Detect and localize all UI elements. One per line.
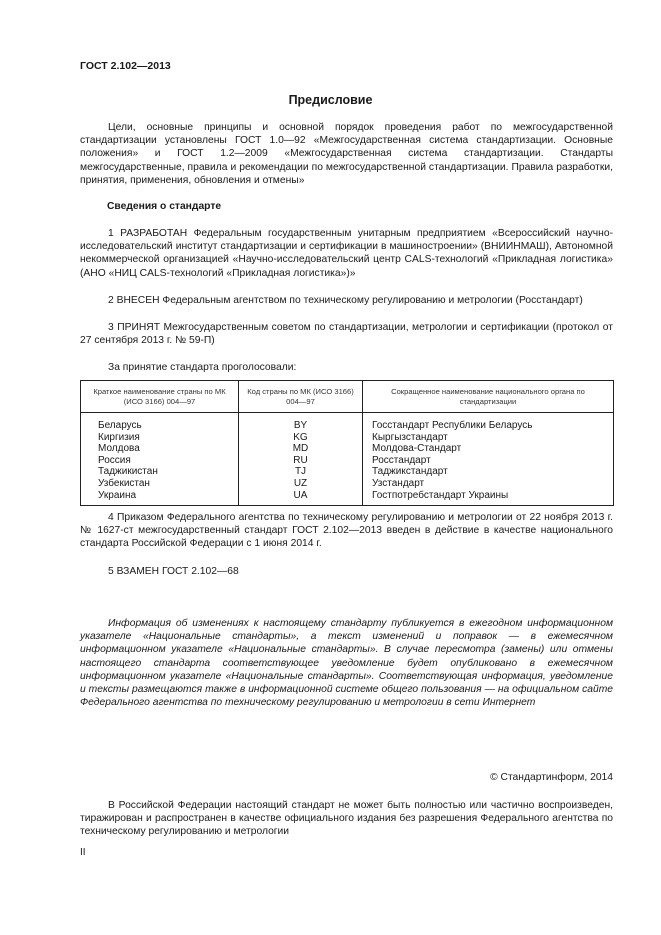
standards-body: Молдова-Стандарт — [372, 443, 462, 455]
document-id-header: ГОСТ 2.102—2013 — [80, 60, 171, 72]
header-country: Краткое наименование страны по МК (ИСО 3166) 004—97 — [81, 381, 239, 413]
country-code: KG — [293, 431, 308, 443]
page-title: Предисловие — [288, 93, 373, 107]
standards-body: Госстандарт Республики Беларусь — [372, 420, 533, 431]
country-code: UZ — [293, 477, 308, 489]
code-column — [239, 413, 363, 506]
standards-body: Таджикстандарт — [372, 466, 448, 478]
country-column — [81, 413, 239, 506]
voted-intro: За принятие стандарта проголосовали: — [108, 362, 297, 373]
item-adopted: 3 ПРИНЯТ Межгосударственным советом по стандартизации, метрологии и сертификации (протокол от 27 сентября 2013 г. № 59-П) — [80, 322, 613, 347]
standards-body: Кыргызстандарт — [372, 431, 448, 443]
preface-paragraph: Цели, основные принципы и основной порядок проведения работ по межгосударственной стандартизации установлены ГОСТ 1.0—92 «Межгосударственная система стандартизации. Основные положения» и ГОСТ 1.2—2009 «Межгосударственная система стандартизации. Стандарты межгосударственные, правила и рекомендации по межгосударственной стандартизации. Правила разработки, принятия, применения, обновления и отмены» — [80, 122, 613, 186]
item-developed: 1 РАЗРАБОТАН Федеральным государственным унитарным предприятием «Всероссийский научно-исследовательский институт стандартизации и сертификации в машиностроении» (ВНИИНМАШ), Автономной некоммерческой организацией «Научно-исследовательский центр CALS-технологий «Прикладная логистика» (АНО «НИЦ CALS-технологий «Прикладная логистика»)» — [80, 228, 613, 279]
country-code: BY — [293, 420, 308, 431]
standards-body: Гостпотребстандарт Украины — [372, 489, 509, 501]
item-introduced: 2 ВНЕСЕН Федеральным агентством по техническому регулированию и метрологии (Росстандарт) — [108, 295, 583, 306]
voting-table-body-row — [81, 413, 614, 506]
country-code: MD — [292, 443, 309, 455]
item-enacted: 4 Приказом Федерального агентства по техническому регулированию и метрологии от 22 ноября 2013 г. № 1627-ст межгосударственный стандарт ГОСТ 2.102—2013 введен в действие в качестве национального стандарта Российской Федерации с 1 июня 2014 г. — [80, 512, 613, 550]
country-name: Беларусь — [98, 420, 142, 431]
item-replaces: 5 ВЗАМЕН ГОСТ 2.102—68 — [108, 566, 239, 577]
country-name: Таджикистан — [98, 466, 158, 478]
voting-table-header-row — [81, 381, 614, 413]
country-code: TJ — [294, 466, 307, 478]
info-notice: Информация об изменениях к настоящему стандарту публикуется в ежегодном информационном указателе «Национальные стандарты», а текст изменений и поправок — в ежемесячном информационном указателе «Национальные стандарты». В случае пересмотра (замены) или отмены настоящего стандарта соответствующее уведомление будет опубликовано в ежемесячном информационном указателе «Национальные стандарты». Соответствующая информация, уведомление и тексты размещаются также в информационной системе общего пользования — на официальном сайте Федерального агентства по техническому регулированию и метрологии в сети Интернет — [80, 618, 613, 709]
country-name: Киргизия — [98, 431, 140, 443]
country-code: RU — [293, 454, 308, 466]
standards-body: Узстандарт — [372, 477, 425, 489]
country-name: Украина — [98, 489, 137, 501]
country-code: UA — [293, 489, 308, 501]
country-name: Молдова — [98, 443, 140, 455]
page-number: II — [80, 847, 86, 858]
rights-notice: В Российской Федерации настоящий стандарт не может быть полностью или частично воспроизведен, тиражирован и распространен в качестве официального издания без разрешения Федерального агентства по техническому регулированию и метрологии — [80, 800, 613, 838]
copyright: © Стандартинформ, 2014 — [490, 772, 613, 783]
body-column — [363, 413, 614, 506]
header-body: Сокращенное наименование национального органа по стандартизации — [363, 381, 614, 413]
standards-body: Росстандарт — [372, 454, 431, 466]
country-name: Узбекистан — [98, 477, 150, 489]
header-code: Код страны по МК (ИСО 3166) 004—97 — [239, 381, 363, 413]
section-heading: Сведения о стандарте — [107, 201, 222, 212]
voting-table — [80, 380, 614, 506]
country-name: Россия — [98, 454, 131, 466]
